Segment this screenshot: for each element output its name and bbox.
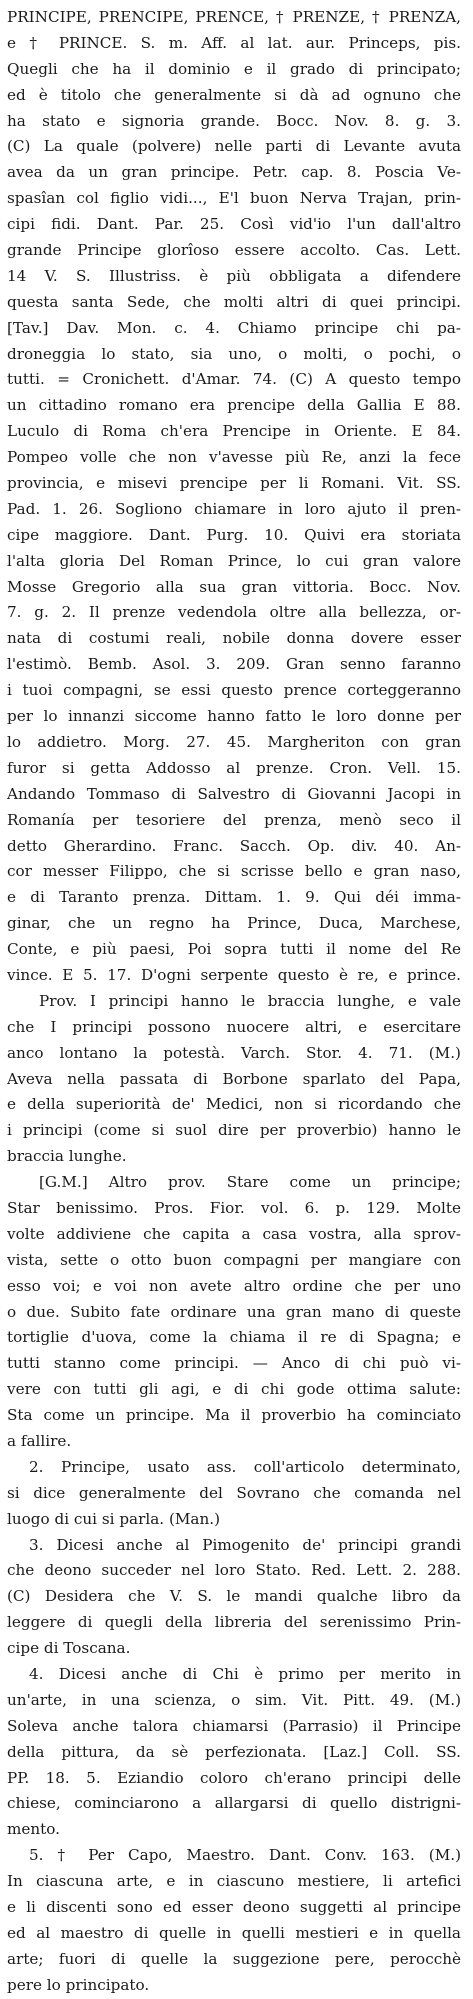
- text-line: cor messer Filippo, che si scrisse bello e gran naso,: [7, 862, 461, 881]
- text-line: si dice generalmente del Sovrano che comanda nel: [7, 1483, 461, 1502]
- text-line: della pittura, da sè perfezionata. [Laz.] Coll. SS.: [7, 1742, 461, 1761]
- text-line: l'estimò. Bemb. Asol. 3. 209. Gran senno faranno: [7, 655, 461, 674]
- text-line: ginar, che un regno ha Prince, Duca, Marchese,: [7, 914, 461, 933]
- text-line: e di Taranto prenza. Dittam. 1. 9. Qui déi imma-: [7, 888, 461, 907]
- text-line: cipe maggiore. Dant. Purg. 10. Quivi era storiata: [7, 525, 461, 544]
- text-line: detto Gherardino. Franc. Sacch. Op. div. 40. An-: [7, 836, 461, 855]
- text-line: droneggia lo stato, sia uno, o molti, o pochi, o: [7, 344, 461, 363]
- text-line: 7. g. 2. Il prenze vedendola oltre alla bellezza, or-: [7, 603, 461, 622]
- text-line: Star benissimo. Pros. Fior. vol. 6. p. 129. Molte: [7, 1198, 461, 1217]
- text-line: Andando Tommaso di Salvestro di Giovanni Jacopi in: [7, 784, 461, 803]
- text-line: vere con tutti gli agi, e di chi gode ottima salute:: [7, 1380, 461, 1399]
- text-line: braccia lunghe.: [7, 1147, 127, 1166]
- text-line: provincia, e misevi prencipe per li Romani. Vit. SS.: [7, 474, 461, 493]
- text-line: e della superiorità de' Medici, non si ricordando che: [7, 1095, 461, 1114]
- text-line: esso voi; e voi non avete altro ordine che per uno: [7, 1276, 461, 1295]
- text-line: Luculo di Roma ch'era Prencipe in Oriente. E 84.: [7, 422, 461, 441]
- text-line: o due. Subito fate ordinare una gran mano di queste: [7, 1302, 461, 1321]
- text-line: Sta come un principe. Ma il proverbio ha cominciato: [7, 1406, 461, 1425]
- text-line: cipi fidi. Dant. Par. 25. Così vid'io l'un dall'altro: [7, 215, 461, 234]
- text-line: Conte, e più paesi, Poi sopra tutti il nome del Re: [7, 940, 461, 959]
- text-line: Quegli che ha il dominio e il grado di principato;: [7, 59, 461, 78]
- text-line: spasîan col figlio vidi..., E'l buon Nerva Trajan, prin-: [7, 189, 461, 208]
- text-line: cipe di Toscana.: [7, 1639, 131, 1658]
- text-line: ed al maestro di quelle in quelli mestieri e in quella: [7, 1923, 461, 1942]
- text-line: Aveva nella passata di Borbone sparlato del Papa,: [7, 1069, 461, 1088]
- text-line: avea da un gran principe. Petr. cap. 8. Poscia Ve-: [7, 163, 461, 182]
- text-line: vista, sette o otto buon compagni per mangiare con: [7, 1250, 461, 1269]
- text-line: leggere di quegli della libreria del serenissimo Prin-: [7, 1613, 461, 1632]
- text-line: l'alta gloria Del Roman Prince, lo cui gran valore: [7, 551, 461, 570]
- text-line: (C) Desidera che V. S. le mandi qualche libro da: [7, 1587, 461, 1606]
- text-line: PRINCIPE, PRENCIPE, PRENCE, † PRENZE, † PRENZA,: [7, 8, 461, 26]
- text-line: mento.: [7, 1820, 60, 1839]
- text-line: anco lontano la potestà. Varch. Stor. 4. 71. (M.): [7, 1043, 461, 1062]
- text-line: grande Principe glorîoso essere accolto. Cas. Lett.: [7, 241, 461, 260]
- text-line: e li discenti sono ed esser deono suggetti al principe: [7, 1898, 461, 1917]
- text-line: (C) La quale (polvere) nelle parti di Levante avuta: [7, 137, 461, 156]
- text-line: Soleva anche talora chiamarsi (Parrasio) il Principe: [7, 1716, 461, 1735]
- text-line: luogo di cui si parla. (Man.): [7, 1509, 221, 1528]
- text-line: chiese, cominciarono a allargarsi di quello distrigni-: [7, 1794, 461, 1813]
- text-line: 14 V. S. Illustriss. è più obbligata a difendere: [7, 266, 461, 285]
- text-line: ed è titolo che generalmente si dà ad ognuno che: [7, 85, 461, 104]
- text-line: questa santa Sede, che molti altri di quei principi.: [7, 292, 461, 311]
- text-line: tortiglie d'uova, come la chiama il re di Spagna; e: [7, 1328, 461, 1347]
- text-line: e † PRINCE. S. m. Aff. al lat. aur. Princeps, pis.: [7, 33, 461, 52]
- text-line: vince. E 5. 17. D'ogni serpente questo è re, e prince.: [7, 965, 461, 984]
- text-line: 2. Principe, usato ass. coll'articolo determinato,: [29, 1457, 461, 1476]
- text-line: che I principi possono nuocere altri, e esercitare: [7, 1017, 461, 1036]
- text-line: In ciascuna arte, e in ciascuno mestiere, li artefici: [7, 1872, 461, 1891]
- text-line: un'arte, in una scienza, o sim. Vit. Pitt. 49. (M.): [7, 1690, 461, 1709]
- text-line: Pad. 1. 26. Sogliono chiamare in loro ajuto il pren-: [7, 499, 461, 518]
- text-line: lo addietro. Morg. 27. 45. Margheriton con gran: [7, 732, 461, 751]
- text-line: a fallire.: [7, 1431, 72, 1450]
- text-line: ha stato e signoria grande. Bocc. Nov. 8. g. 3.: [7, 111, 461, 130]
- text-line: che deono succeder nel loro Stato. Red. Lett. 2. 288.: [7, 1561, 461, 1580]
- text-line: tutti stanno come principi. — Anco di chi può vi-: [7, 1354, 461, 1373]
- text-line: 4. Dicesi anche di Chi è primo per merito in: [29, 1665, 461, 1683]
- text-line: Romanía per tesoriere del prenza, menò seco il: [7, 810, 461, 829]
- text-line: Mosse Gregorio alla sua gran vittoria. Bocc. Nov.: [7, 577, 461, 596]
- text-line: [Tav.] Dav. Mon. c. 4. Chiamo principe chi pa-: [7, 318, 461, 337]
- text-line: volte addiviene che capita a casa vostra, alla sprov-: [7, 1224, 461, 1243]
- text-line: nata di costumi reali, nobile donna dovere esser: [7, 629, 461, 648]
- text-line: tutti. = Cronichett. d'Amar. 74. (C) A questo tempo: [7, 370, 461, 389]
- text-line: 3. Dicesi anche al Pimogenito de' principi grandi: [29, 1535, 461, 1554]
- text-line: furor si getta Addosso al prenze. Cron. Vell. 15.: [7, 758, 461, 777]
- text-line: 5. † Per Capo, Maestro. Dant. Conv. 163. (M.): [29, 1846, 461, 1865]
- text-line: pere lo principato.: [7, 1975, 150, 1994]
- text-line: [G.M.] Altro prov. Stare come un principe;: [39, 1173, 461, 1192]
- text-line: i tuoi compagni, se essi questo prence corteggeranno: [7, 681, 461, 700]
- text-line: i principi (come si suol dire per proverbio) hanno le: [7, 1121, 461, 1140]
- entry-principe: [7, 5, 461, 1999]
- text-line: un cittadino romano era prencipe della Gallia E 88.: [7, 396, 461, 415]
- text-line: Prov. I principi hanno le braccia lunghe, e vale: [39, 991, 461, 1010]
- text-line: PP. 18. 5. Eziandio coloro ch'erano principi delle: [7, 1768, 461, 1787]
- text-line: arte; fuori di quelle la suggezione pere, perocchè: [7, 1949, 461, 1968]
- text-line: per lo innanzi siccome hanno fatto le loro donne per: [7, 707, 461, 726]
- text-line: Pompeo volle che non v'avesse più Re, anzi la fece: [7, 448, 461, 467]
